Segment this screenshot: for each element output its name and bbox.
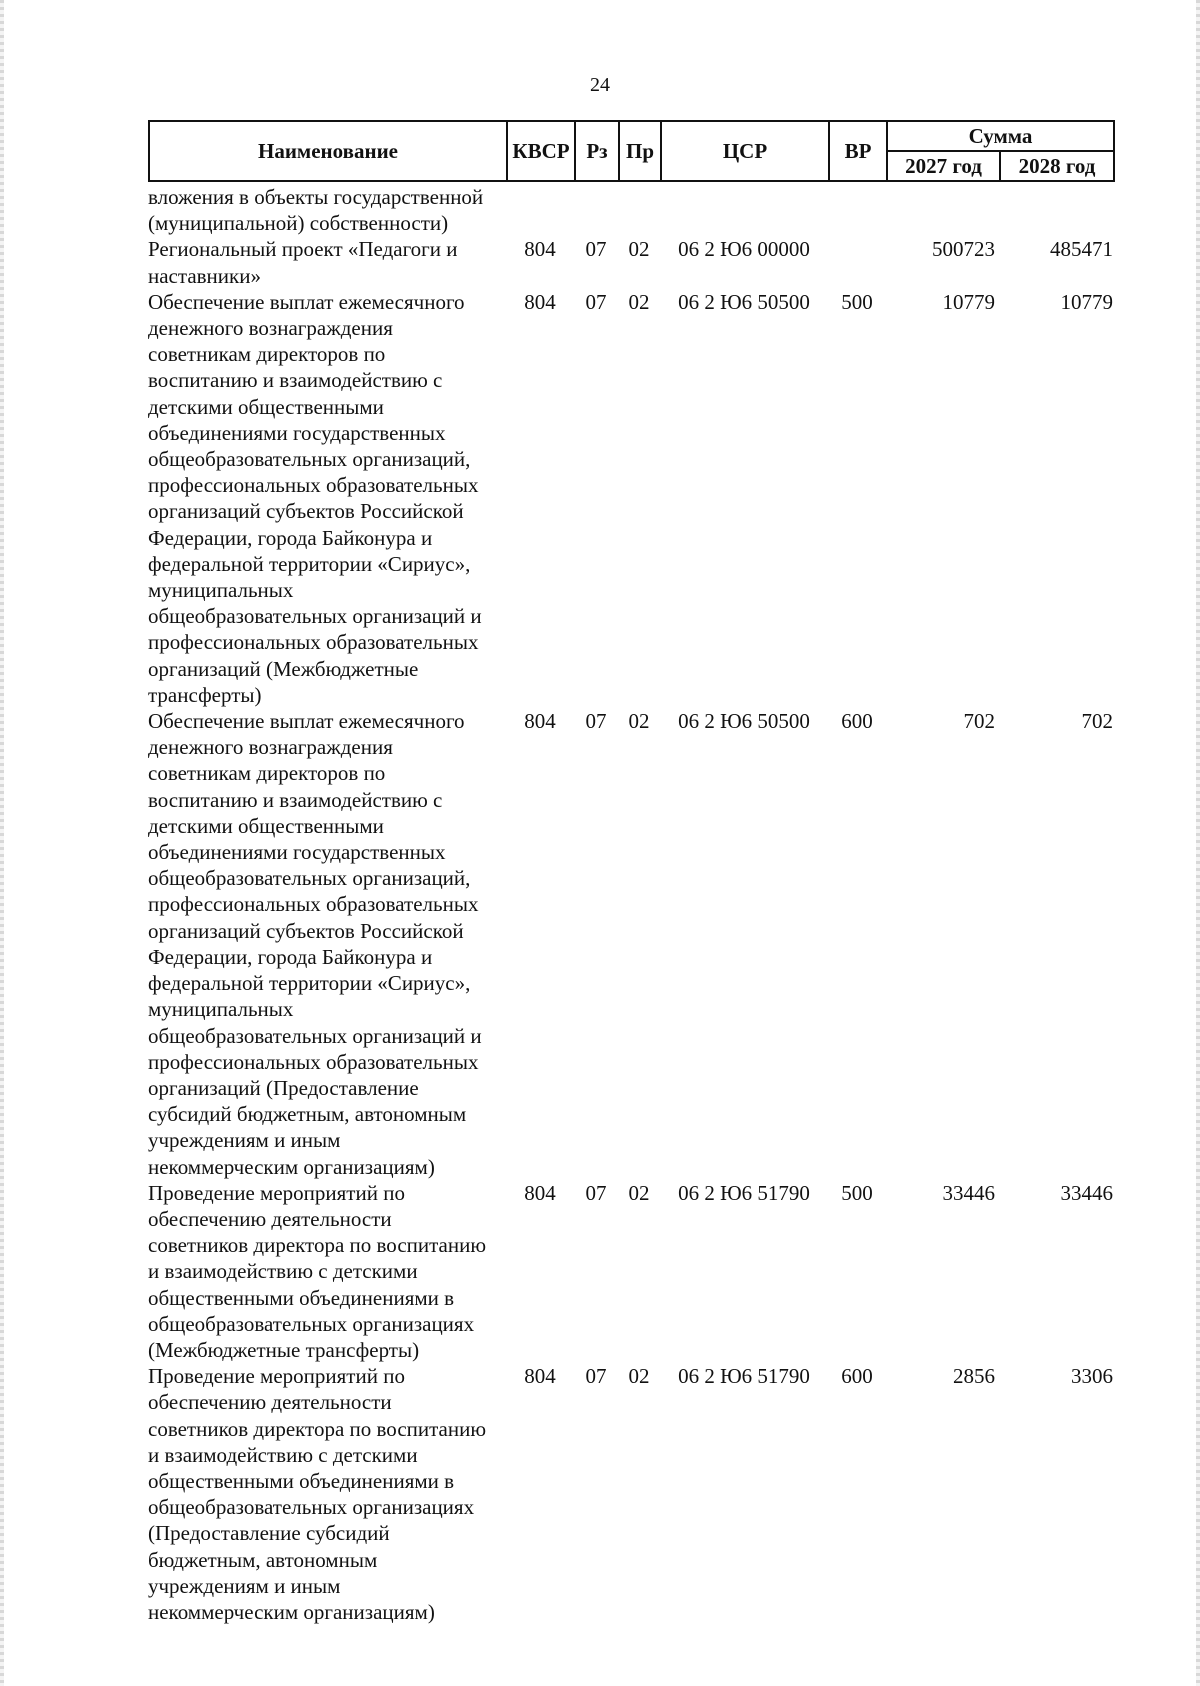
row-name-line: учреждениям и иным <box>148 1573 341 1598</box>
header-csr: ЦСР <box>661 121 829 181</box>
row-csr: 06 2 Ю6 50500 <box>678 289 810 314</box>
row-name-line: трансферты) <box>148 682 262 707</box>
row-rz: 07 <box>585 289 607 314</box>
row-name-line: общественными объединениями в <box>148 1468 455 1493</box>
row-name-line: общеобразовательных организациях <box>148 1311 475 1336</box>
row-name-line: советникам директоров по <box>148 761 386 786</box>
table-row <box>148 236 1113 288</box>
row-name-line: детскими общественными <box>148 813 384 838</box>
row-csr: 06 2 Ю6 51790 <box>678 1180 810 1205</box>
row-name-line: Федерации, города Байконура и <box>148 525 433 550</box>
row-name-line: и взаимодействию с детскими <box>148 1259 418 1284</box>
row-vr: 600 <box>841 709 873 734</box>
table-row <box>148 708 1113 1180</box>
row-sum-2028: 33446 <box>1060 1180 1113 1205</box>
row-name-line: федеральной территории «Сириус», <box>148 551 471 576</box>
row-name-line: муниципальных <box>148 578 294 603</box>
row-pr: 02 <box>628 1180 650 1205</box>
header-name: Наименование <box>149 121 507 181</box>
row-name-line: вложения в объекты государственной <box>148 185 484 209</box>
row-name-line: советников директора по воспитанию <box>148 1416 487 1441</box>
table-row <box>148 1180 1113 1363</box>
header-year-2027: 2027 год <box>887 151 1000 181</box>
page-number: 24 <box>590 74 610 96</box>
row-csr: 06 2 Ю6 50500 <box>678 709 810 734</box>
row-name-line: воспитанию и взаимодействию с <box>148 787 443 812</box>
row-csr: 06 2 Ю6 00000 <box>678 237 810 262</box>
row-name-line: общеобразовательных организациях <box>148 1495 475 1520</box>
row-name-line: профессиональных образовательных <box>148 892 479 917</box>
row-vr: 500 <box>841 1180 873 1205</box>
row-name-line: Проведение мероприятий по <box>148 1180 405 1205</box>
row-vr: 500 <box>841 289 873 314</box>
row-sum-2028: 10779 <box>1060 289 1113 314</box>
row-sum-2028: 3306 <box>1071 1364 1113 1389</box>
row-name-line: детскими общественными <box>148 394 384 419</box>
row-name-line: общеобразовательных организаций, <box>148 447 471 472</box>
row-kvsr: 804 <box>524 237 556 262</box>
table-row <box>148 1363 1113 1625</box>
table-body <box>148 184 1113 1625</box>
row-name-line: некоммерческим организациям) <box>148 1599 435 1624</box>
row-name-line: денежного вознаграждения <box>148 735 393 760</box>
header-sum: Сумма <box>887 121 1114 151</box>
row-name-line: общеобразовательных организаций, <box>148 866 471 891</box>
row-name <box>148 708 506 1180</box>
row-kvsr: 804 <box>524 289 556 314</box>
row-name-line: (Предоставление субсидий <box>148 1521 390 1546</box>
table-row <box>148 184 1113 236</box>
row-kvsr: 804 <box>524 1364 556 1389</box>
row-name-line: обеспечению деятельности <box>148 1206 392 1231</box>
row-name <box>148 184 506 236</box>
row-name-line: федеральной территории «Сириус», <box>148 971 471 996</box>
header-pr: Пр <box>619 121 661 181</box>
row-pr: 02 <box>628 1364 650 1389</box>
row-name-line: общественными объединениями в <box>148 1285 455 1310</box>
row-name-line: бюджетным, автономным <box>148 1547 378 1572</box>
table-row <box>148 289 1113 708</box>
row-pr: 02 <box>628 289 650 314</box>
row-name-line: Проведение мероприятий по <box>148 1364 405 1389</box>
row-name-line: учреждениям и иным <box>148 1128 341 1153</box>
row-name-line: субсидий бюджетным, автономным <box>148 1102 467 1127</box>
row-rz: 07 <box>585 237 607 262</box>
row-name-line: воспитанию и взаимодействию с <box>148 368 443 393</box>
row-name <box>148 289 506 708</box>
row-vr: 600 <box>841 1364 873 1389</box>
row-name-line: наставники» <box>148 263 261 288</box>
row-name-line: некоммерческим организациям) <box>148 1154 435 1179</box>
row-name-line: (Межбюджетные трансферты) <box>148 1337 420 1362</box>
row-name-line: советников директора по воспитанию <box>148 1233 487 1258</box>
row-name-line: организаций (Межбюджетные <box>148 656 419 681</box>
row-name-line: объединениями государственных <box>148 840 446 865</box>
row-sum-2027: 702 <box>963 709 995 734</box>
row-name-line: организаций (Предоставление <box>148 1075 419 1100</box>
row-name-line: общеобразовательных организаций и <box>148 604 482 629</box>
header-year-2028: 2028 год <box>1000 151 1114 181</box>
scan-edge-right <box>1196 0 1200 1686</box>
row-csr: 06 2 Ю6 51790 <box>678 1364 810 1389</box>
row-name-line: обеспечению деятельности <box>148 1390 392 1415</box>
row-name <box>148 236 506 288</box>
row-name-line: Региональный проект «Педагоги и <box>148 237 458 262</box>
row-name-line: организаций субъектов Российской <box>148 918 464 943</box>
header-kvsr: КВСР <box>507 121 575 181</box>
row-rz: 07 <box>585 1180 607 1205</box>
row-name-line: общеобразовательных организаций и <box>148 1023 482 1048</box>
row-name-line: и взаимодействию с детскими <box>148 1442 418 1467</box>
row-rz: 07 <box>585 1364 607 1389</box>
row-sum-2028: 485471 <box>1050 237 1113 262</box>
row-name-line: организаций субъектов Российской <box>148 499 464 524</box>
row-name-line: советникам директоров по <box>148 342 386 367</box>
header-vr: ВР <box>829 121 887 181</box>
row-name-line: Федерации, города Байконура и <box>148 944 433 969</box>
row-name-line: Обеспечение выплат ежемесячного <box>148 709 465 734</box>
row-kvsr: 804 <box>524 709 556 734</box>
row-sum-2027: 10779 <box>942 289 995 314</box>
row-pr: 02 <box>628 237 650 262</box>
row-sum-2028: 702 <box>1081 709 1113 734</box>
row-name-line: объединениями государственных <box>148 420 446 445</box>
row-sum-2027: 500723 <box>932 237 995 262</box>
row-sum-2027: 33446 <box>942 1180 995 1205</box>
row-kvsr: 804 <box>524 1180 556 1205</box>
row-name-line: (муниципальной) собственности) <box>148 211 449 236</box>
header-rz: Рз <box>575 121 619 181</box>
row-sum-2027: 2856 <box>953 1364 995 1389</box>
row-name-line: профессиональных образовательных <box>148 630 479 655</box>
row-name-line: Обеспечение выплат ежемесячного <box>148 289 465 314</box>
row-rz: 07 <box>585 709 607 734</box>
row-name <box>148 1180 506 1363</box>
row-name-line: муниципальных <box>148 997 294 1022</box>
row-name-line: профессиональных образовательных <box>148 1049 479 1074</box>
row-name <box>148 1363 506 1625</box>
row-name-line: денежного вознаграждения <box>148 316 393 341</box>
row-name-line: профессиональных образовательных <box>148 473 479 498</box>
row-pr: 02 <box>628 709 650 734</box>
table-header <box>148 120 1115 182</box>
scan-edge-left <box>0 0 4 1686</box>
